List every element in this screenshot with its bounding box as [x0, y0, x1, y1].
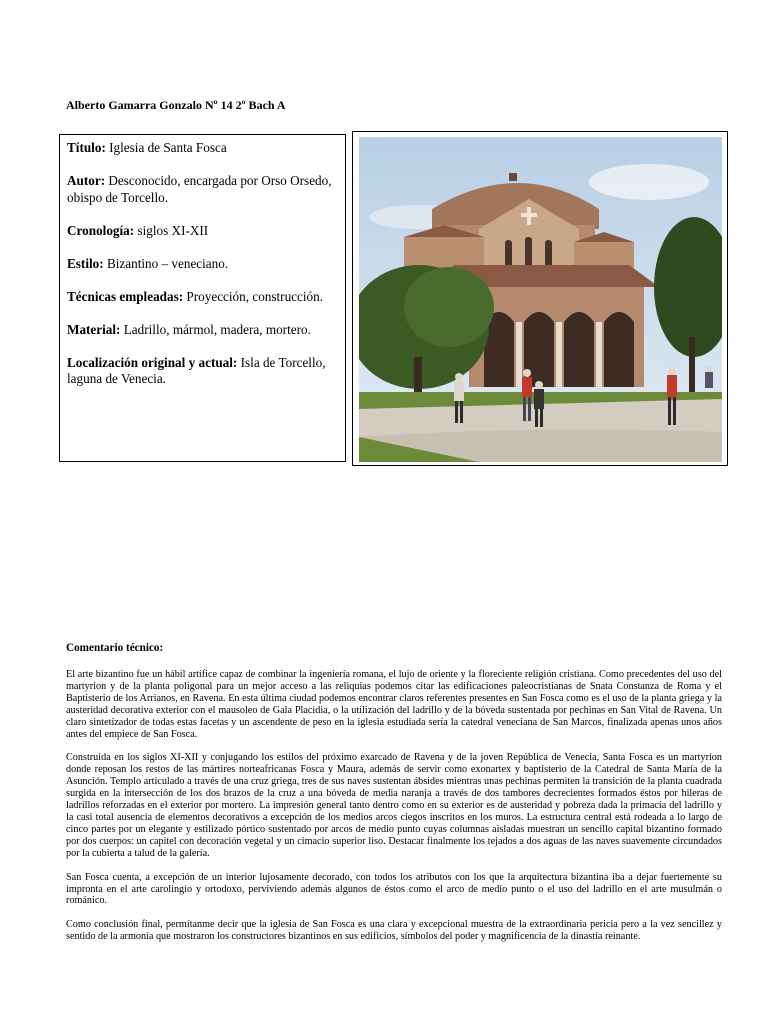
commentary-heading: Comentario técnico: — [66, 642, 164, 654]
field-location — [67, 355, 338, 388]
artwork-info-box — [59, 134, 346, 462]
field-label: Material: — [67, 321, 121, 337]
field-chronology — [67, 223, 338, 240]
field-techniques — [67, 289, 338, 306]
commentary-body — [66, 669, 722, 955]
commentary-paragraph: San Fosca cuenta, a excepción de un interior lujosamente decorado, con todos los atributos con los que la arquitectura bizantina iba a dejar fuertemente su impronta en el arte carolingio y ortodoxo, perviviendo además algunos de éstos como el arco de medio punto o el uso del ladrillo en el arte musulmán o románico. — [66, 871, 722, 907]
field-author — [67, 173, 338, 206]
field-label: Cronología: — [67, 222, 135, 238]
field-value: siglos XI-XII — [137, 222, 209, 238]
field-style — [67, 256, 338, 273]
church-photo-frame — [352, 131, 728, 466]
field-value: Desconocido, encargada por Orso Orsedo, obispo de Torcello. — [67, 173, 332, 205]
field-label: Autor: — [67, 173, 106, 188]
field-label: Técnicas empleadas: — [67, 288, 184, 304]
commentary-paragraph: Como conclusión final, permítanme decir que la iglesia de San Fosca es una clara y excepcional muestra de la extraordinaria pericia pero a la vez sencillez y sentido de la armonía que mostraron los constructores bizantinos en sus edificios, símbolos del poder y magnificencia de la dinastía reinante. — [66, 919, 722, 943]
author-line: Alberto Gamarra Gonzalo Nº 14 2º Bach A — [66, 98, 286, 112]
field-label: Estilo: — [67, 255, 104, 271]
church-photo — [359, 137, 722, 462]
field-value: Bizantino – veneciano. — [106, 255, 229, 271]
commentary-paragraph: Construida en los siglos XI-XII y conjugando los estilos del próximo exarcado de Ravena y de la joven República de Venecia, Santa Fosca es un martyrion donde reposan los restos de las mártires norteafricanas Fosca y Maura, además de servir como exonartex y baptisterio de la Catedral de Santa María de la Asunción. Templo articulado a través de una cruz griega, tres de sus naves sustentan ábsides mientras unas pechinas permiten la transición de la planta cuadrada surgida en la intersección de los dos brazos de la cruz a una bóveda de media naranja a través de dos tambores decrecientes formados éstos por hileras de ladrillos reforzadas en el exterior por mortero. La impresión general tanto dentro como en su exterior es de austeridad y pobreza dada la primacía del ladrillo y la casi total ausencia de elementos decorativos a excepción de los medios arcos ciegos inscritos en los muros. La estructura central está rodeada a lo largo de cinco partes por un elegante y estilizado pórtico sustentado por arcos de medio punto cuyas columnas aisladas muestran un sencillo capital bizantino formado por dos cuerpos: un capitel con decoración vegetal y un cimacio superior liso. Destacar finalmente los tejados a dos aguas de las naves suavemente circundados por la cubierta a talud de la galería. — [66, 752, 722, 859]
field-material — [67, 322, 338, 339]
commentary-paragraph: El arte bizantino fue un hábil artífice capaz de combinar la ingeniería romana, el lujo de oriente y la floreciente religión cristiana. Como precedentes del uso del martyrion y de la planta poligonal para un mejor acceso a las reliquias podemos citar las edificaciones paleocristianas de Snata Constanza de Roma y el Baptisterio de los Arrianos, en Ravena. En esta última ciudad podemos encontrar claros referentes presentes en San Fosca como es el uso de la planta griega y la austeridad decorativa exterior con el mausoleo de Gala Placidia, o la utilización del ladrillo y de la bóveda sustentada por pechinas en San Vital de Ravena. Un claro sintetizador de todas estas facetas y un ascendente de peso en la iglesia estudiada sería la catedral veneciana de San Marcos, finalizada apenas unos años antes del empiece de San Fosca. — [66, 669, 722, 740]
field-value: Ladrillo, mármol, madera, mortero. — [123, 321, 311, 337]
field-value: Proyección, construcción. — [186, 288, 324, 304]
field-label: Localización original y actual: — [67, 354, 238, 370]
field-title — [67, 140, 338, 157]
field-label: Título: — [67, 140, 106, 155]
field-value: Isla de Torcello, laguna de Venecia. — [67, 354, 326, 386]
field-value: Iglesia de Santa Fosca — [109, 140, 227, 155]
